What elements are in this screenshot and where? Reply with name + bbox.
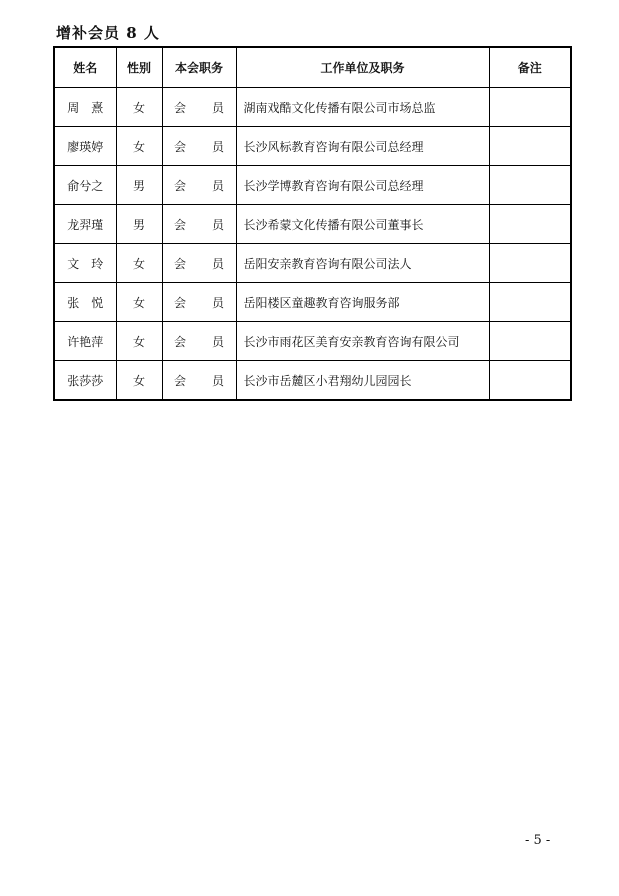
cell-organization: 湖南戏酷文化传播有限公司市场总监 bbox=[236, 88, 489, 127]
table-row bbox=[54, 361, 571, 401]
cell-organization: 长沙市雨花区美育安亲教育咨询有限公司 bbox=[236, 322, 489, 361]
header-role: 本会职务 bbox=[162, 47, 236, 88]
cell-gender: 男 bbox=[116, 166, 162, 205]
cell-note bbox=[489, 127, 571, 166]
cell-organization: 长沙学博教育咨询有限公司总经理 bbox=[236, 166, 489, 205]
role-char: 会 bbox=[173, 334, 186, 349]
cell-gender: 男 bbox=[116, 205, 162, 244]
cell-gender: 女 bbox=[116, 244, 162, 283]
cell-note bbox=[489, 88, 571, 127]
table-header-row bbox=[54, 47, 571, 88]
cell-name: 廖瑛婷 bbox=[54, 127, 116, 166]
cell-role bbox=[162, 244, 236, 283]
role-char: 会 bbox=[173, 217, 186, 232]
role-char: 员 bbox=[212, 256, 225, 271]
table-row bbox=[54, 205, 571, 244]
role-char: 员 bbox=[212, 334, 225, 349]
cell-gender: 女 bbox=[116, 88, 162, 127]
cell-organization: 岳阳楼区童趣教育咨询服务部 bbox=[236, 283, 489, 322]
role-char: 员 bbox=[212, 100, 225, 115]
header-name: 姓名 bbox=[54, 47, 116, 88]
cell-name: 许艳萍 bbox=[54, 322, 116, 361]
role-char: 会 bbox=[173, 373, 186, 388]
role-char: 会 bbox=[173, 178, 186, 193]
role-char: 员 bbox=[212, 373, 225, 388]
cell-gender: 女 bbox=[116, 283, 162, 322]
cell-name: 周 熹 bbox=[54, 88, 116, 127]
cell-gender: 女 bbox=[116, 127, 162, 166]
cell-role bbox=[162, 127, 236, 166]
member-table bbox=[53, 46, 572, 401]
role-char: 会 bbox=[173, 139, 186, 154]
header-gender: 性别 bbox=[116, 47, 162, 88]
role-char: 员 bbox=[212, 178, 225, 193]
header-note: 备注 bbox=[489, 47, 571, 88]
cell-role bbox=[162, 322, 236, 361]
page-number: - 5 - bbox=[525, 833, 551, 848]
cell-gender: 女 bbox=[116, 322, 162, 361]
table-row bbox=[54, 127, 571, 166]
cell-organization: 长沙市岳麓区小君翔幼儿园园长 bbox=[236, 361, 489, 401]
table-row bbox=[54, 283, 571, 322]
role-char: 会 bbox=[173, 256, 186, 271]
cell-name: 张莎莎 bbox=[54, 361, 116, 401]
cell-name: 文 玲 bbox=[54, 244, 116, 283]
cell-organization: 长沙希蒙文化传播有限公司董事长 bbox=[236, 205, 489, 244]
cell-name: 龙羿瑾 bbox=[54, 205, 116, 244]
cell-role bbox=[162, 166, 236, 205]
cell-organization: 长沙风标教育咨询有限公司总经理 bbox=[236, 127, 489, 166]
cell-name: 张 悦 bbox=[54, 283, 116, 322]
cell-note bbox=[489, 322, 571, 361]
page-heading: 增补会员 8 人 bbox=[56, 24, 160, 42]
cell-organization: 岳阳安亲教育咨询有限公司法人 bbox=[236, 244, 489, 283]
table-row bbox=[54, 244, 571, 283]
cell-role bbox=[162, 205, 236, 244]
role-char: 员 bbox=[212, 295, 225, 310]
cell-gender: 女 bbox=[116, 361, 162, 401]
role-char: 员 bbox=[212, 139, 225, 154]
table-row bbox=[54, 166, 571, 205]
cell-note bbox=[489, 244, 571, 283]
header-organization: 工作单位及职务 bbox=[236, 47, 489, 88]
role-char: 会 bbox=[173, 100, 186, 115]
cell-note bbox=[489, 361, 571, 401]
role-char: 会 bbox=[173, 295, 186, 310]
table-row bbox=[54, 88, 571, 127]
cell-note bbox=[489, 166, 571, 205]
role-char: 员 bbox=[212, 217, 225, 232]
cell-role bbox=[162, 361, 236, 401]
cell-name: 俞兮之 bbox=[54, 166, 116, 205]
cell-note bbox=[489, 283, 571, 322]
cell-note bbox=[489, 205, 571, 244]
table-row bbox=[54, 322, 571, 361]
cell-role bbox=[162, 88, 236, 127]
cell-role bbox=[162, 283, 236, 322]
